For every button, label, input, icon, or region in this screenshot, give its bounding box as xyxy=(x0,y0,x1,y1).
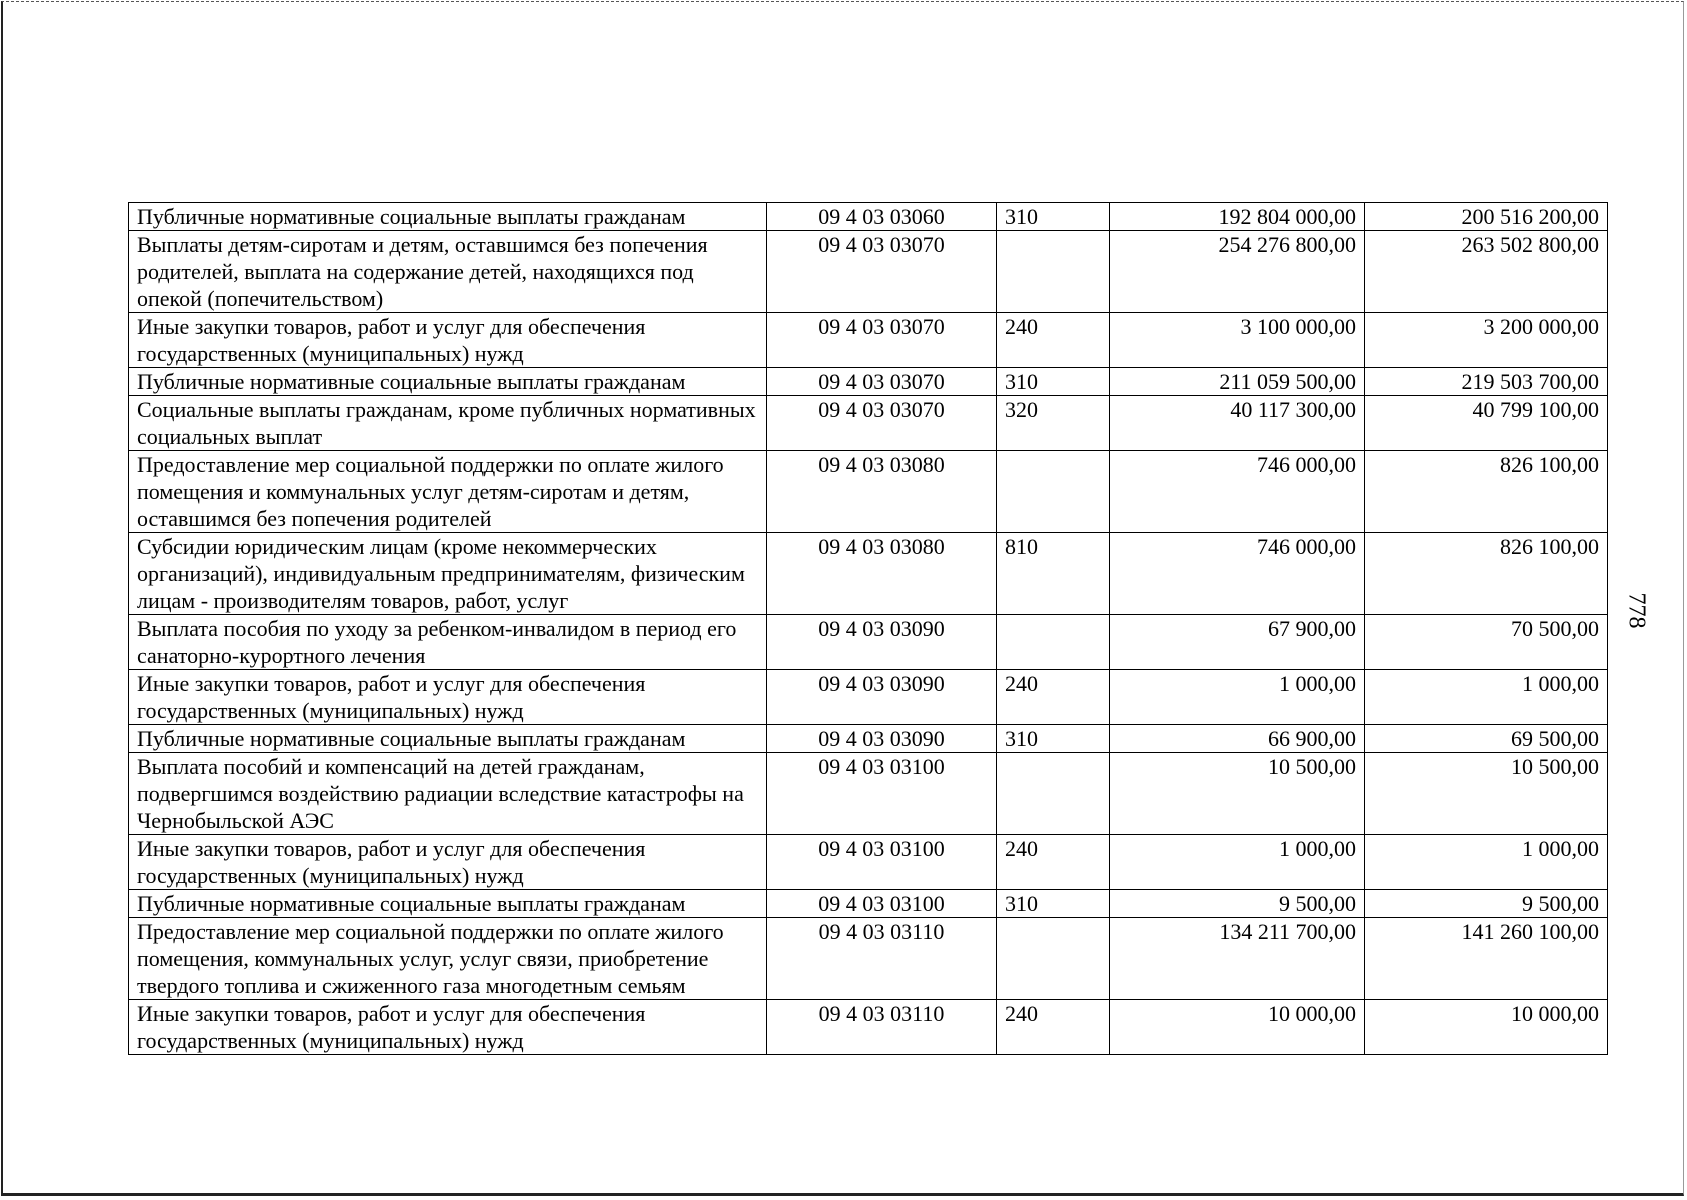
amount-year2-cell: 1 000,00 xyxy=(1365,835,1608,890)
amount-year2-cell: 141 260 100,00 xyxy=(1365,918,1608,1000)
expense-name-cell: Публичные нормативные социальные выплаты гражданам xyxy=(129,203,767,231)
amount-year1-cell: 1 000,00 xyxy=(1110,835,1365,890)
expense-type-cell: 310 xyxy=(997,203,1110,231)
expense-name-cell: Иные закупки товаров, работ и услуг для обеспечения государственных (муниципальных) нужд xyxy=(129,835,767,890)
expense-type-cell: 810 xyxy=(997,533,1110,615)
target-code-cell: 09 4 03 03090 xyxy=(767,670,997,725)
expense-name-cell: Публичные нормативные социальные выплаты гражданам xyxy=(129,725,767,753)
table-row xyxy=(129,451,1608,533)
expense-name-cell: Выплаты детям-сиротам и детям, оставшимся без попечения родителей, выплата на содержание детей, находящихся под опекой (попечительством) xyxy=(129,231,767,313)
expense-name-cell: Выплата пособий и компенсаций на детей гражданам, подвергшимся воздействию радиации вследствие катастрофы на Чернобыльской АЭС xyxy=(129,753,767,835)
amount-year1-cell: 211 059 500,00 xyxy=(1110,368,1365,396)
target-code-cell: 09 4 03 03100 xyxy=(767,890,997,918)
budget-table xyxy=(128,202,1608,1055)
expense-type-cell: 320 xyxy=(997,396,1110,451)
amount-year1-cell: 10 500,00 xyxy=(1110,753,1365,835)
table-row xyxy=(129,203,1608,231)
target-code-cell: 09 4 03 03100 xyxy=(767,835,997,890)
expense-type-cell: 240 xyxy=(997,670,1110,725)
amount-year1-cell: 192 804 000,00 xyxy=(1110,203,1365,231)
table-row xyxy=(129,670,1608,725)
expense-type-cell: 240 xyxy=(997,313,1110,368)
table-row xyxy=(129,396,1608,451)
target-code-cell: 09 4 03 03070 xyxy=(767,396,997,451)
expense-name-cell: Предоставление мер социальной поддержки по оплате жилого помещения, коммунальных услуг, услуг связи, приобретение твердого топлива и сжиженного газа многодетным семьям xyxy=(129,918,767,1000)
table-row xyxy=(129,918,1608,1000)
amount-year2-cell: 219 503 700,00 xyxy=(1365,368,1608,396)
budget-table-body xyxy=(129,203,1608,1055)
expense-name-cell: Социальные выплаты гражданам, кроме публичных нормативных социальных выплат xyxy=(129,396,767,451)
target-code-cell: 09 4 03 03080 xyxy=(767,451,997,533)
amount-year1-cell: 1 000,00 xyxy=(1110,670,1365,725)
amount-year2-cell: 9 500,00 xyxy=(1365,890,1608,918)
expense-type-cell: 310 xyxy=(997,890,1110,918)
table-row xyxy=(129,231,1608,313)
amount-year2-cell: 263 502 800,00 xyxy=(1365,231,1608,313)
expense-name-cell: Иные закупки товаров, работ и услуг для обеспечения государственных (муниципальных) нужд xyxy=(129,670,767,725)
amount-year1-cell: 3 100 000,00 xyxy=(1110,313,1365,368)
target-code-cell: 09 4 03 03080 xyxy=(767,533,997,615)
amount-year1-cell: 254 276 800,00 xyxy=(1110,231,1365,313)
amount-year2-cell: 69 500,00 xyxy=(1365,725,1608,753)
expense-type-cell xyxy=(997,451,1110,533)
amount-year1-cell: 746 000,00 xyxy=(1110,451,1365,533)
target-code-cell: 09 4 03 03090 xyxy=(767,615,997,670)
amount-year2-cell: 826 100,00 xyxy=(1365,533,1608,615)
amount-year1-cell: 746 000,00 xyxy=(1110,533,1365,615)
target-code-cell: 09 4 03 03110 xyxy=(767,918,997,1000)
target-code-cell: 09 4 03 03090 xyxy=(767,725,997,753)
table-row xyxy=(129,725,1608,753)
amount-year1-cell: 67 900,00 xyxy=(1110,615,1365,670)
amount-year2-cell: 1 000,00 xyxy=(1365,670,1608,725)
amount-year2-cell: 70 500,00 xyxy=(1365,615,1608,670)
expense-type-cell: 240 xyxy=(997,1000,1110,1055)
amount-year2-cell: 40 799 100,00 xyxy=(1365,396,1608,451)
amount-year2-cell: 200 516 200,00 xyxy=(1365,203,1608,231)
amount-year1-cell: 9 500,00 xyxy=(1110,890,1365,918)
expense-type-cell xyxy=(997,753,1110,835)
expense-type-cell: 310 xyxy=(997,725,1110,753)
expense-type-cell xyxy=(997,918,1110,1000)
expense-name-cell: Субсидии юридическим лицам (кроме некоммерческих организаций), индивидуальным предпринимателям, физическим лицам - производителям товаров, работ, услуг xyxy=(129,533,767,615)
table-row xyxy=(129,890,1608,918)
table-row xyxy=(129,615,1608,670)
expense-name-cell: Выплата пособия по уходу за ребенком-инвалидом в период его санаторно-курортного лечения xyxy=(129,615,767,670)
page-number: 778 xyxy=(1623,592,1650,629)
expense-type-cell: 310 xyxy=(997,368,1110,396)
expense-name-cell: Иные закупки товаров, работ и услуг для обеспечения государственных (муниципальных) нужд xyxy=(129,1000,767,1055)
amount-year2-cell: 826 100,00 xyxy=(1365,451,1608,533)
expense-type-cell: 240 xyxy=(997,835,1110,890)
target-code-cell: 09 4 03 03100 xyxy=(767,753,997,835)
target-code-cell: 09 4 03 03110 xyxy=(767,1000,997,1055)
table-row xyxy=(129,835,1608,890)
expense-name-cell: Иные закупки товаров, работ и услуг для обеспечения государственных (муниципальных) нужд xyxy=(129,313,767,368)
table-row xyxy=(129,753,1608,835)
expense-name-cell: Предоставление мер социальной поддержки по оплате жилого помещения и коммунальных услуг детям-сиротам и детям, оставшимся без попечения родителей xyxy=(129,451,767,533)
table-row xyxy=(129,368,1608,396)
amount-year1-cell: 40 117 300,00 xyxy=(1110,396,1365,451)
amount-year2-cell: 10 500,00 xyxy=(1365,753,1608,835)
target-code-cell: 09 4 03 03060 xyxy=(767,203,997,231)
amount-year1-cell: 66 900,00 xyxy=(1110,725,1365,753)
table-row xyxy=(129,533,1608,615)
target-code-cell: 09 4 03 03070 xyxy=(767,313,997,368)
expense-type-cell xyxy=(997,231,1110,313)
amount-year2-cell: 10 000,00 xyxy=(1365,1000,1608,1055)
table-row xyxy=(129,313,1608,368)
amount-year1-cell: 134 211 700,00 xyxy=(1110,918,1365,1000)
expense-name-cell: Публичные нормативные социальные выплаты гражданам xyxy=(129,368,767,396)
expense-name-cell: Публичные нормативные социальные выплаты гражданам xyxy=(129,890,767,918)
target-code-cell: 09 4 03 03070 xyxy=(767,368,997,396)
table-row xyxy=(129,1000,1608,1055)
amount-year2-cell: 3 200 000,00 xyxy=(1365,313,1608,368)
expense-type-cell xyxy=(997,615,1110,670)
target-code-cell: 09 4 03 03070 xyxy=(767,231,997,313)
amount-year1-cell: 10 000,00 xyxy=(1110,1000,1365,1055)
